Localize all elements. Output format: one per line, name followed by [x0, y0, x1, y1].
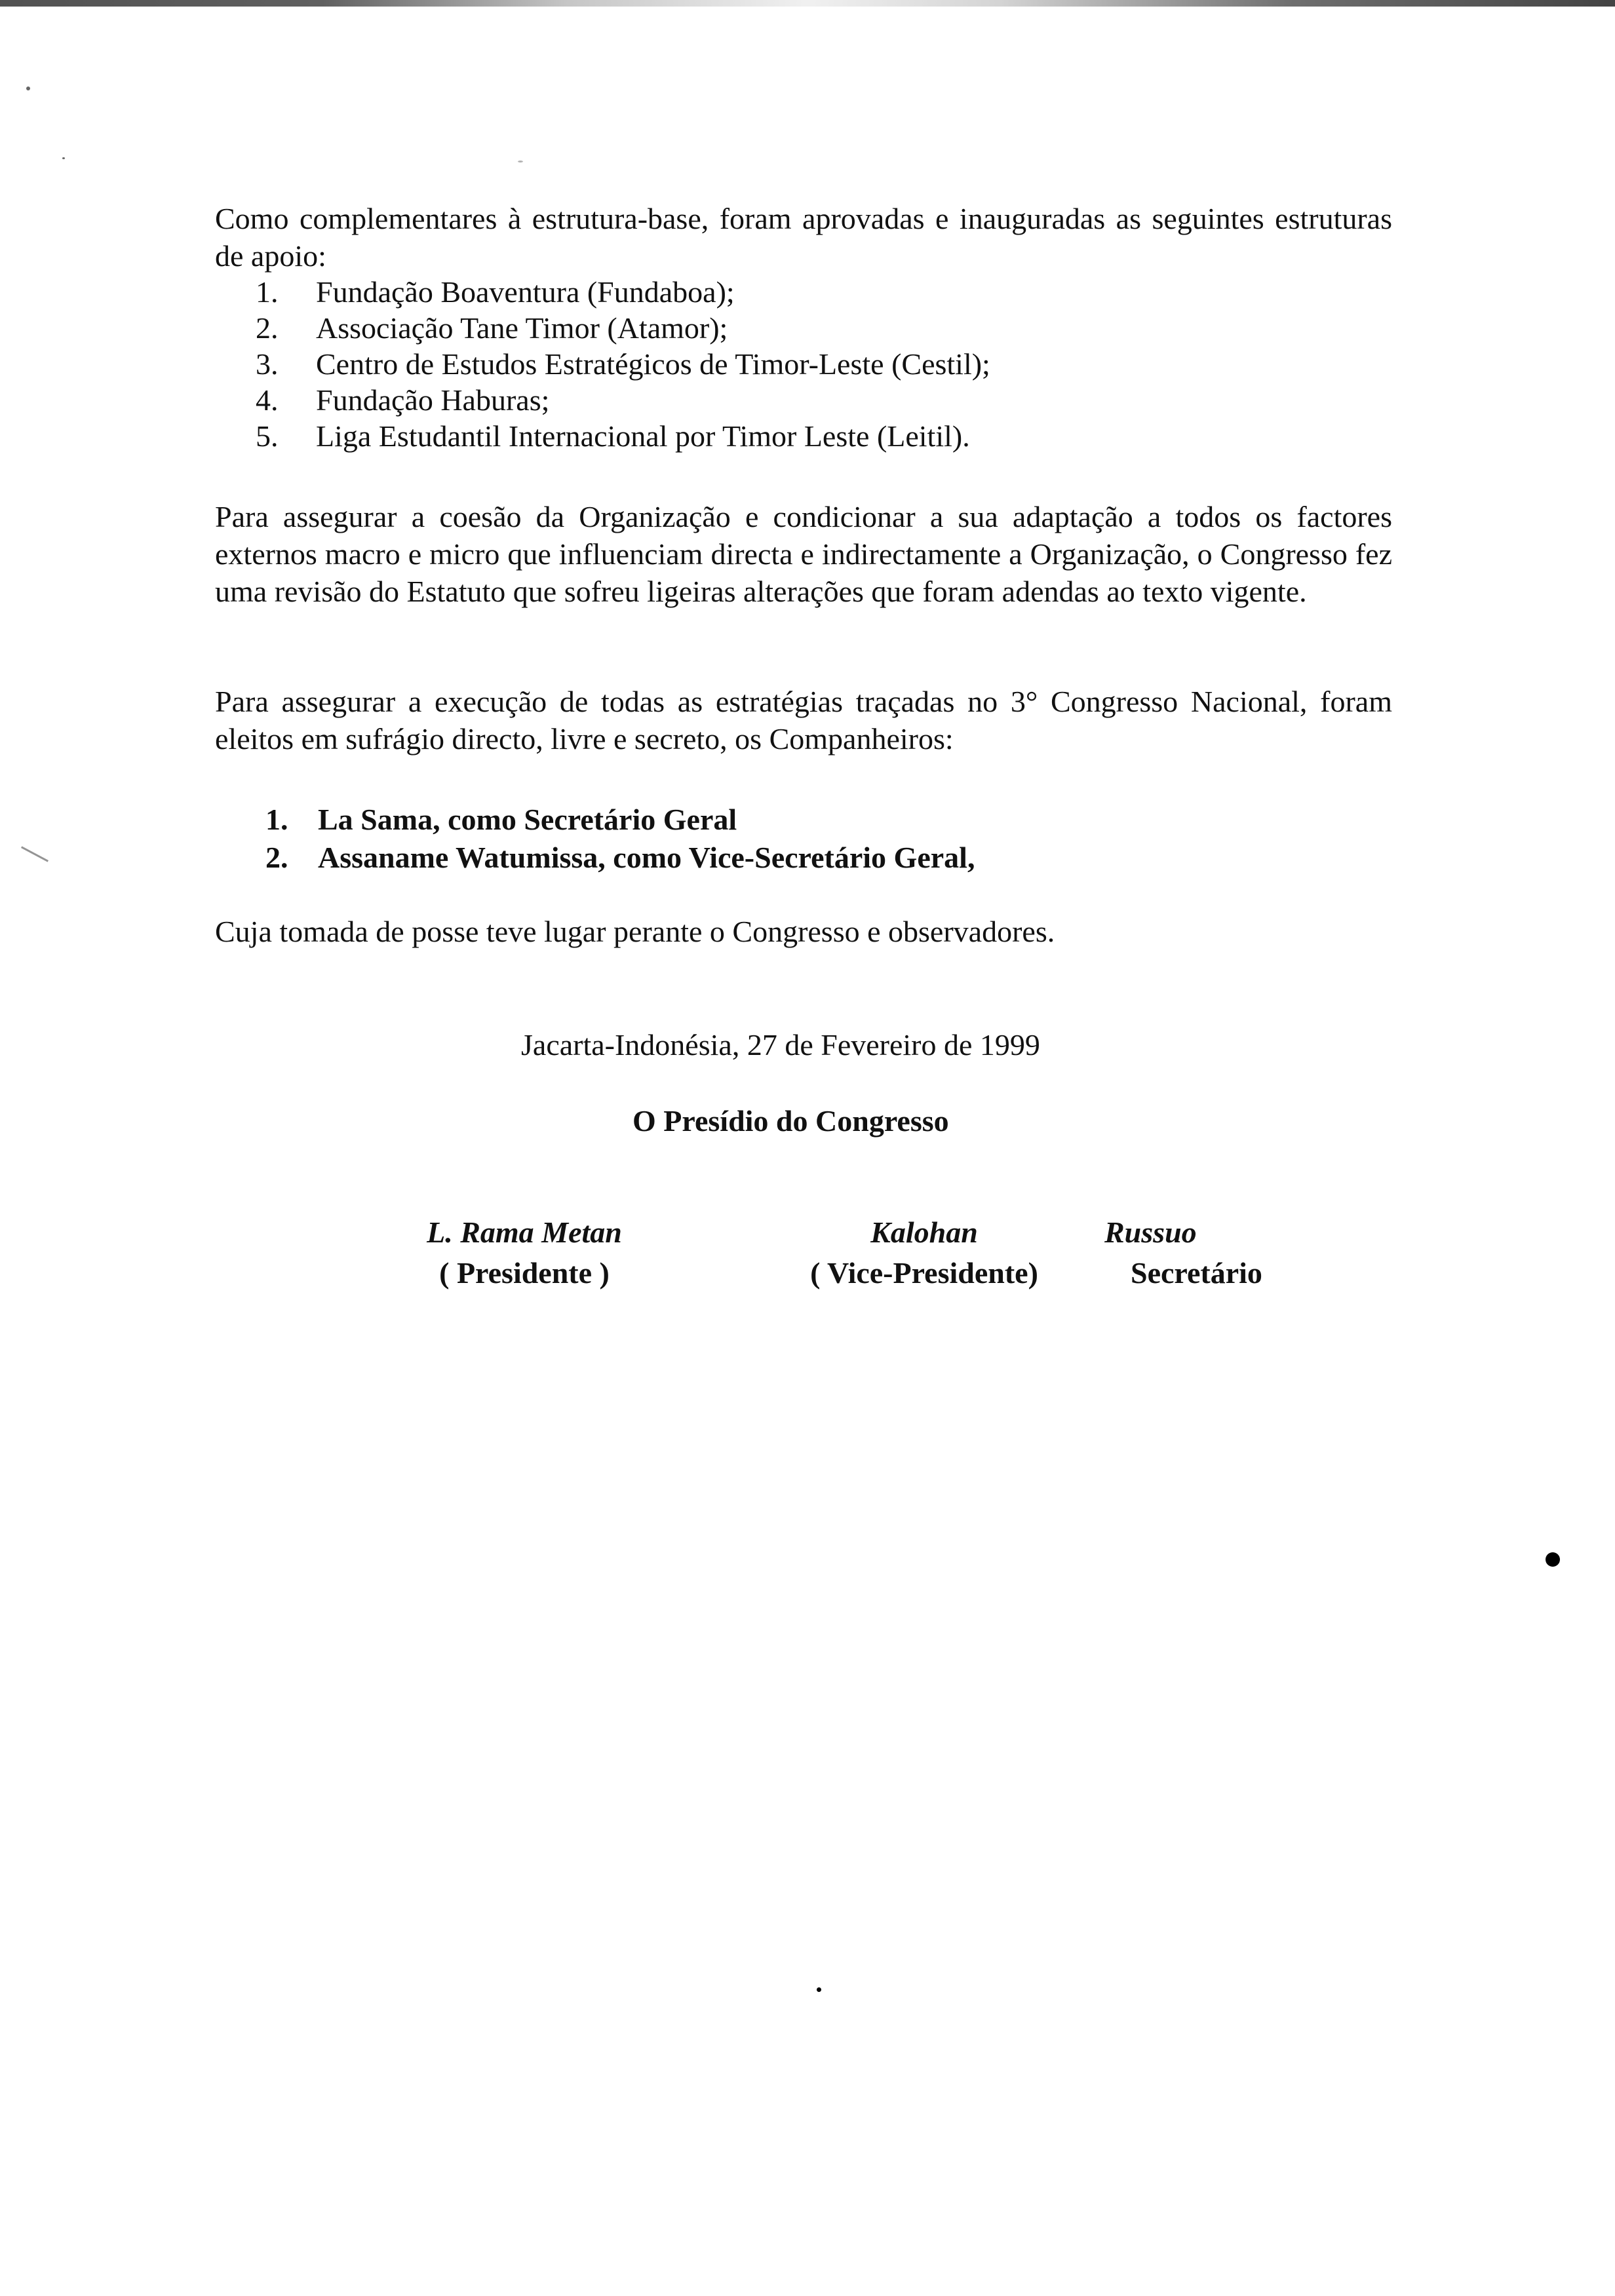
list-text: Associação Tane Timor (Atamor); — [316, 311, 728, 345]
scan-speck — [21, 846, 49, 862]
signatory-role: ( Presidente ) — [439, 1256, 610, 1290]
list-number: 2. — [256, 311, 279, 345]
list-text: Fundação Haburas; — [316, 383, 550, 417]
cohesion-paragraph: Para assegurar a coesão da Organização e condicionar a sua adaptação a todos os factores externos macro e micro que influenciam directa e indirectamente a Organização, o Congresso fez uma revisão do Estatuto que sofreu ligeiras alterações que foram adendas ao texto vigente. — [215, 500, 1392, 608]
scan-speck — [817, 1987, 821, 1992]
list-item — [265, 839, 975, 877]
list-number: 1. — [265, 803, 288, 836]
presidium-title: O Presídio do Congresso — [632, 1104, 949, 1138]
list-text: Centro de Estudos Estratégicos de Timor-Leste (Cestil); — [316, 347, 990, 381]
list-text: Assaname Watumissa, como Vice-Secretário Geral, — [318, 841, 975, 874]
elected-list — [265, 801, 975, 877]
list-item — [256, 418, 990, 454]
list-number: 2. — [265, 841, 288, 874]
list-number: 4. — [256, 383, 279, 417]
hole-punch-dot — [1546, 1552, 1560, 1567]
list-item — [256, 310, 990, 346]
signatory-role: Secretário — [1131, 1256, 1262, 1290]
list-number: 5. — [256, 419, 279, 453]
list-text: Liga Estudantil Internacional por Timor Leste (Leitil). — [316, 419, 970, 453]
signature-president — [367, 1212, 682, 1293]
list-item — [265, 801, 975, 839]
scan-speck — [518, 161, 523, 163]
list-number: 3. — [256, 347, 279, 381]
signatory-name: L. Rama Metan — [427, 1215, 622, 1249]
support-structures-list — [256, 274, 990, 454]
list-item — [256, 346, 990, 382]
scan-speck — [62, 157, 65, 159]
signatory-name: Kalohan — [870, 1215, 978, 1249]
list-number: 1. — [256, 275, 279, 309]
list-item — [256, 274, 990, 310]
signature-vice-president — [773, 1212, 1075, 1293]
signatory-role: ( Vice-Presidente) — [810, 1256, 1038, 1290]
scan-speck — [26, 86, 30, 90]
signatory-name: Russuo — [1104, 1215, 1197, 1249]
inauguration-paragraph: Cuja tomada de posse teve lugar perante o Congresso e observadores. — [215, 915, 1055, 948]
list-text: Fundação Boaventura (Fundaboa); — [316, 275, 735, 309]
list-item — [256, 382, 990, 418]
list-text: La Sama, como Secretário Geral — [318, 803, 737, 836]
signature-secretary — [1088, 1212, 1298, 1293]
intro-paragraph: Como complementares à estrutura-base, foram aprovadas e inauguradas as seguintes estruturas de apoio: — [215, 202, 1392, 273]
place-date: Jacarta-Indonésia, 27 de Fevereiro de 1999 — [521, 1028, 1040, 1062]
execution-paragraph: Para assegurar a execução de todas as estratégias traçadas no 3° Congresso Nacional, foram eleitos em sufrágio directo, livre e secreto, os Companheiros: — [215, 685, 1392, 756]
